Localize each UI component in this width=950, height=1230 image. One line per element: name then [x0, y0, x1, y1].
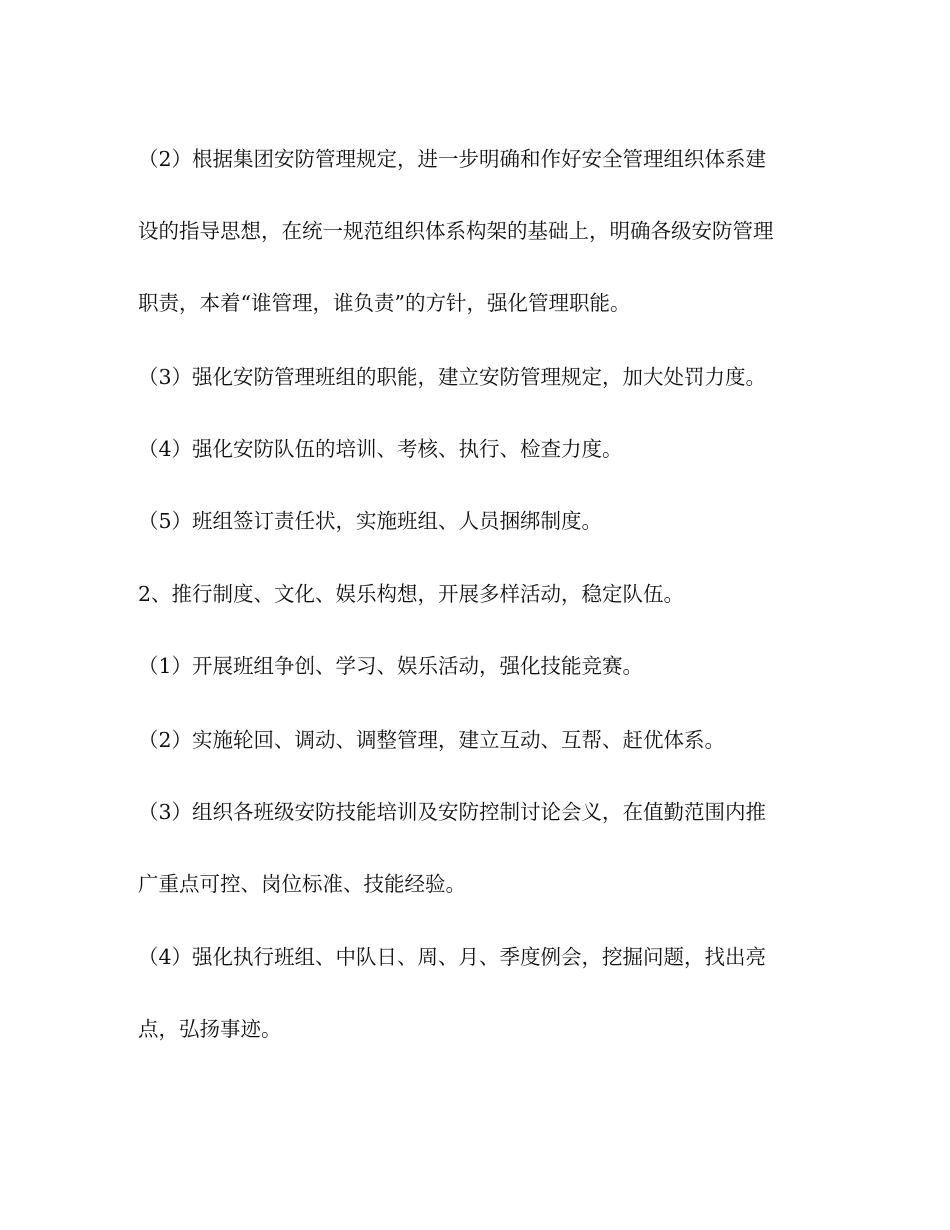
paragraph-line-5: （4）强化安防队伍的培训、考核、执行、检查力度。 — [138, 437, 623, 461]
paragraph-line-1: （2）根据集团安防管理规定，进一步明确和作好安全管理组织体系建 — [138, 147, 767, 171]
paragraph-line-2: 设的指导思想，在统一规范组织体系构架的基础上，明确各级安防管理 — [138, 219, 774, 243]
paragraph-line-9: （2）实施轮回、调动、调整管理，建立互动、互帮、赶优体系。 — [138, 728, 726, 752]
paragraph-line-12: （4）强化执行班组、中队日、周、月、季度例会，挖掘问题，找出亮 — [138, 945, 767, 969]
paragraph-line-13: 点，弘扬事迹。 — [138, 1017, 282, 1041]
paragraph-line-11: 广重点可控、岗位标准、技能经验。 — [138, 872, 466, 896]
paragraph-line-6: （5）班组签订责任状，实施班组、人员捆绑制度。 — [138, 509, 603, 533]
paragraph-line-10: （3）组织各班级安防技能培训及安防控制讨论会义，在值勤范围内推 — [138, 800, 767, 824]
paragraph-line-8: （1）开展班组争创、学习、娱乐活动，强化技能竞赛。 — [138, 654, 644, 678]
paragraph-line-3: 职责，本着“谁管理，谁负责”的方针，强化管理职能。 — [138, 291, 631, 315]
paragraph-line-4: （3）强化安防管理班组的职能，建立安防管理规定，加大处罚力度。 — [138, 365, 767, 389]
section-heading-2: 2、推行制度、文化、娱乐构想，开展多样活动，稳定队伍。 — [138, 582, 685, 606]
